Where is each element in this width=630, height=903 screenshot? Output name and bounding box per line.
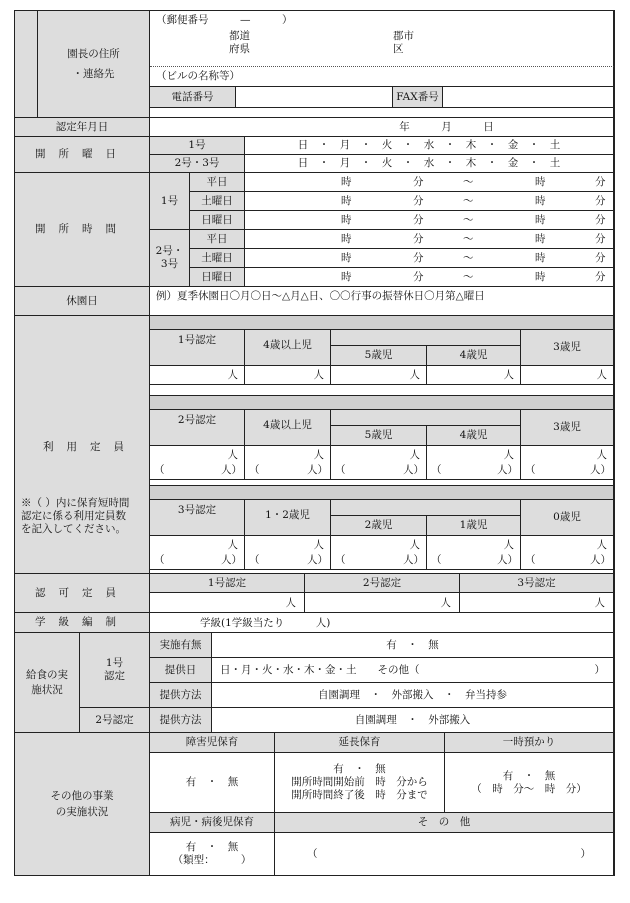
approved-value-1[interactable]: [150, 593, 305, 613]
city-bottom: 区: [393, 43, 404, 55]
meals-group-1: [80, 633, 150, 708]
open-hours-row-3[interactable]: [245, 211, 614, 230]
open-hours-day-4: 平日: [190, 230, 245, 249]
open-hours-group-1: 1号: [150, 173, 190, 230]
meals-row-3-value[interactable]: 自園調理 ・ 外部搬入 ・ 弁当持参: [212, 683, 614, 708]
meals-group-1-b: 認定: [104, 670, 125, 682]
capacity-b2-value-1[interactable]: [150, 446, 245, 480]
meals-row-4-label: 提供方法: [150, 708, 212, 733]
prefecture-bottom: 府県: [229, 43, 250, 55]
paren-open: （: [431, 464, 442, 476]
capacity-gap-2: [150, 480, 614, 486]
meals-group-1-a: 1号: [105, 657, 124, 669]
open-hours-group-2: [150, 230, 190, 287]
other-head-disability: 障害児保育: [150, 733, 275, 753]
other-head-misc: そ の 他: [275, 813, 614, 833]
capacity-b1-value-5[interactable]: [521, 366, 614, 385]
approved-label: 認可定員: [15, 574, 150, 613]
open-days-type-2: 2号・3号: [150, 155, 245, 173]
person-unit: 人: [409, 449, 420, 461]
hour-unit: 時: [535, 214, 546, 226]
open-hours-row-4[interactable]: [245, 230, 614, 249]
paren-open: （: [154, 464, 165, 476]
other-label-cell: [15, 733, 150, 875]
director-label-2: ・連絡先: [72, 68, 115, 80]
extended-after: 開所時間終了後 時 分まで: [291, 789, 428, 801]
capacity-b1-band: [150, 316, 614, 330]
paren-open: （: [249, 464, 260, 476]
hour-unit: 時: [535, 195, 546, 207]
open-hours-day-5: 土曜日: [190, 249, 245, 268]
paren-open: （: [431, 554, 442, 566]
paren-close: 人）: [307, 554, 328, 566]
other-head-temporary: 一時預かり: [445, 733, 614, 753]
director-address-field[interactable]: [150, 11, 614, 67]
other-misc-value[interactable]: [275, 833, 614, 875]
paren-open: （: [249, 554, 260, 566]
open-hours-day-6: 日曜日: [190, 268, 245, 287]
approved-col-3: 3号認定: [460, 574, 614, 593]
paren-close: 人）: [590, 464, 611, 476]
capacity-b2-col3: 3歳児: [521, 410, 614, 446]
other-disability-value[interactable]: 有 ・ 無: [150, 753, 275, 813]
open-hours-label: 開所時間: [15, 173, 150, 287]
capacity-b2-group: 4歳以上児: [245, 410, 331, 446]
paren-open: （: [335, 464, 346, 476]
capacity-b2-value-3[interactable]: [331, 446, 427, 480]
person-unit: 人: [503, 369, 514, 381]
capacity-b3-value-2[interactable]: [245, 536, 331, 570]
other-head-sick-child: 病児・病後児保育: [150, 813, 275, 833]
extended-yes-no: 有 ・ 無: [333, 763, 386, 775]
meals-row-2-label: 提供日: [150, 658, 212, 683]
hour-unit: 時: [341, 176, 352, 188]
capacity-b1-col2: 4歳児: [427, 346, 521, 366]
person-unit: 人: [227, 369, 238, 381]
person-unit: 人: [596, 369, 607, 381]
hour-unit: 時: [535, 233, 546, 245]
open-hours-row-2[interactable]: [245, 192, 614, 211]
person-unit: 人: [227, 539, 238, 551]
tilde: 〜: [463, 271, 474, 283]
holiday-field[interactable]: [150, 287, 614, 316]
other-extended-value[interactable]: [275, 753, 445, 813]
capacity-b3-col1: 2歳児: [331, 516, 427, 536]
tilde: 〜: [463, 214, 474, 226]
open-hours-day-3: 日曜日: [190, 211, 245, 230]
capacity-b2-group-cap: [331, 410, 521, 426]
person-unit: 人: [440, 597, 451, 609]
meals-label-cell: [15, 633, 80, 733]
open-hours-row-1[interactable]: [245, 173, 614, 192]
paren-close: 人）: [403, 554, 424, 566]
capacity-note-3: を記入してください。: [21, 523, 126, 535]
building-name-field[interactable]: [150, 67, 614, 87]
capacity-b1-title: 1号認定: [150, 330, 245, 366]
person-unit: 人: [313, 369, 324, 381]
person-unit: 人: [596, 539, 607, 551]
other-head-extended: 延長保育: [275, 733, 445, 753]
capacity-b3-value-3[interactable]: [331, 536, 427, 570]
application-form: [14, 10, 615, 876]
capacity-b2-value-2[interactable]: [245, 446, 331, 480]
open-hours-day-1: 平日: [190, 173, 245, 192]
minute-unit: 分: [595, 176, 606, 188]
sick-child-yes-no: 有 ・ 無: [185, 841, 239, 853]
classes-field[interactable]: [150, 613, 614, 633]
paren-close: 人）: [221, 554, 242, 566]
capacity-b1-group: 4歳以上児: [245, 330, 331, 366]
meals-row-2-value[interactable]: [212, 658, 614, 683]
paren-open: （: [154, 554, 165, 566]
meals-row-3-label: 提供方法: [150, 683, 212, 708]
hour-unit: 時: [341, 195, 352, 207]
hour-unit: 時: [341, 233, 352, 245]
paren-close: 人）: [497, 554, 518, 566]
minute-unit: 分: [413, 214, 424, 226]
capacity-b2-value-4[interactable]: [427, 446, 521, 480]
open-hours-row-6[interactable]: [245, 268, 614, 287]
building-name-label: （ビルの名称等）: [156, 70, 240, 82]
cert-date-label: 認定年月日: [15, 118, 150, 137]
capacity-b3-col2: 1歳児: [427, 516, 521, 536]
prefecture-top: 都道: [229, 30, 250, 42]
tilde: 〜: [463, 252, 474, 264]
approved-col-1: 1号認定: [150, 574, 305, 593]
city-top: 郡市: [393, 30, 414, 42]
meals-days-close: ）: [594, 664, 605, 676]
capacity-label-cell: [15, 316, 150, 574]
capacity-b3-band: [150, 486, 614, 500]
paren-open: （: [525, 554, 536, 566]
open-hours-group-2-a: 2号・: [155, 245, 184, 257]
minute-unit: 分: [413, 252, 424, 264]
other-sick-child-value[interactable]: [150, 833, 275, 875]
meals-label-1: 給食の実: [26, 668, 68, 681]
meals-row-1-value[interactable]: 有 ・ 無: [212, 633, 614, 658]
classes-value: 学級(1学級当たり 人): [200, 617, 331, 629]
director-spacer: [150, 108, 614, 118]
fax-label: FAX番号: [393, 87, 443, 108]
person-unit: 人: [503, 449, 514, 461]
misc-paren-open: （: [307, 848, 318, 860]
capacity-b2-col1: 5歳児: [331, 426, 427, 446]
capacity-b3-group-cap: [331, 500, 521, 516]
sick-child-type: （類型： ）: [172, 854, 252, 866]
capacity-b3-value-5[interactable]: [521, 536, 614, 570]
meals-days-options: 日・月・火・水・木・金・土 その他（: [220, 664, 420, 676]
holiday-example: 例）夏季休園日〇月〇日〜△月△日、〇〇行事の振替休日〇月第△曜日: [156, 290, 485, 302]
paren-close: 人）: [403, 464, 424, 476]
capacity-b3-group: 1・2歳児: [245, 500, 331, 536]
capacity-b2-band: [150, 396, 614, 410]
minute-unit: 分: [413, 195, 424, 207]
phone-label: 電話番号: [150, 87, 236, 108]
paren-close: 人）: [221, 464, 242, 476]
paren-open: （: [335, 554, 346, 566]
capacity-b1-value-3[interactable]: [331, 366, 427, 385]
temporary-yes-no: 有 ・ 無: [502, 769, 556, 782]
meals-row-1-label: 実施有無: [150, 633, 212, 658]
director-label-1: 園長の住所: [67, 48, 120, 60]
tilde: 〜: [463, 176, 474, 188]
meals-group-2: 2号認定: [80, 708, 150, 733]
capacity-b2-value-5[interactable]: [521, 446, 614, 480]
open-hours-group-2-b: 3号: [160, 258, 179, 270]
classes-label: 学級編制: [15, 613, 150, 633]
other-temporary-value[interactable]: [445, 753, 614, 813]
capacity-note-2: 認定に係る利用定員数: [21, 510, 126, 522]
hour-unit: 時: [535, 176, 546, 188]
open-hours-row-5[interactable]: [245, 249, 614, 268]
capacity-gap-1: [150, 385, 614, 396]
approved-col-2: 2号認定: [305, 574, 460, 593]
person-unit: 人: [594, 597, 605, 609]
hour-unit: 時: [341, 271, 352, 283]
other-label-1: その他の事業: [50, 790, 114, 802]
open-days-row-1[interactable]: 日 ・ 月 ・ 火 ・ 水 ・ 木 ・ 金 ・ 土: [245, 137, 614, 155]
capacity-b3-value-4[interactable]: [427, 536, 521, 570]
postal-code-label: （郵便番号 — ）: [156, 14, 293, 26]
person-unit: 人: [409, 539, 420, 551]
capacity-b1-value-1[interactable]: [150, 366, 245, 385]
meals-row-4-value[interactable]: 自園調理 ・ 外部搬入: [212, 708, 614, 733]
minute-unit: 分: [595, 195, 606, 207]
tilde: 〜: [463, 195, 474, 207]
person-unit: 人: [313, 539, 324, 551]
capacity-b2-title: 2号認定: [150, 410, 245, 446]
paren-close: 人）: [497, 464, 518, 476]
open-hours-day-2: 土曜日: [190, 192, 245, 211]
other-label-2: の実施状況: [55, 806, 109, 818]
capacity-b1-col3: 3歳児: [521, 330, 614, 366]
open-days-row-2[interactable]: 日 ・ 月 ・ 火 ・ 水 ・ 木 ・ 金 ・ 土: [245, 155, 614, 173]
side-strip: [15, 11, 38, 118]
fax-field[interactable]: [443, 87, 614, 108]
minute-unit: 分: [595, 214, 606, 226]
holiday-label: 休園日: [15, 287, 150, 316]
paren-close: 人）: [590, 554, 611, 566]
minute-unit: 分: [595, 233, 606, 245]
paren-open: （: [525, 464, 536, 476]
capacity-b3-col3: 0歳児: [521, 500, 614, 536]
capacity-note-1: ※（ ）内に保育短時間: [21, 497, 130, 509]
hour-unit: 時: [341, 214, 352, 226]
hour-unit: 時: [535, 252, 546, 264]
paren-close: 人）: [307, 464, 328, 476]
minute-unit: 分: [595, 271, 606, 283]
person-unit: 人: [503, 539, 514, 551]
temporary-hours: （ 時 分〜 時 分）: [471, 782, 587, 795]
tilde: 〜: [463, 233, 474, 245]
misc-paren-close: ）: [580, 848, 591, 860]
approved-value-3[interactable]: [460, 593, 614, 613]
meals-label-2: 施状況: [31, 683, 63, 696]
person-unit: 人: [227, 449, 238, 461]
cert-date-field[interactable]: 年 月 日: [150, 118, 614, 137]
extended-before: 開所時間開始前 時 分から: [291, 776, 428, 788]
approved-value-2[interactable]: [305, 593, 460, 613]
minute-unit: 分: [413, 176, 424, 188]
capacity-b1-group-cap: [331, 330, 521, 346]
person-unit: 人: [596, 449, 607, 461]
capacity-label: 利用定員: [43, 441, 137, 453]
capacity-b1-value-4[interactable]: [427, 366, 521, 385]
person-unit: 人: [285, 597, 296, 609]
capacity-b1-value-2[interactable]: [245, 366, 331, 385]
minute-unit: 分: [595, 252, 606, 264]
minute-unit: 分: [413, 271, 424, 283]
minute-unit: 分: [413, 233, 424, 245]
hour-unit: 時: [341, 252, 352, 264]
person-unit: 人: [409, 369, 420, 381]
open-days-type-1: 1号: [150, 137, 245, 155]
capacity-b3-title: 3号認定: [150, 500, 245, 536]
phone-field[interactable]: [236, 87, 393, 108]
person-unit: 人: [313, 449, 324, 461]
hour-unit: 時: [535, 271, 546, 283]
capacity-b1-col1: 5歳児: [331, 346, 427, 366]
open-days-label: 開所曜日: [15, 137, 150, 173]
capacity-b3-value-1[interactable]: [150, 536, 245, 570]
capacity-b2-col2: 4歳児: [427, 426, 521, 446]
director-label-cell: [38, 11, 150, 118]
